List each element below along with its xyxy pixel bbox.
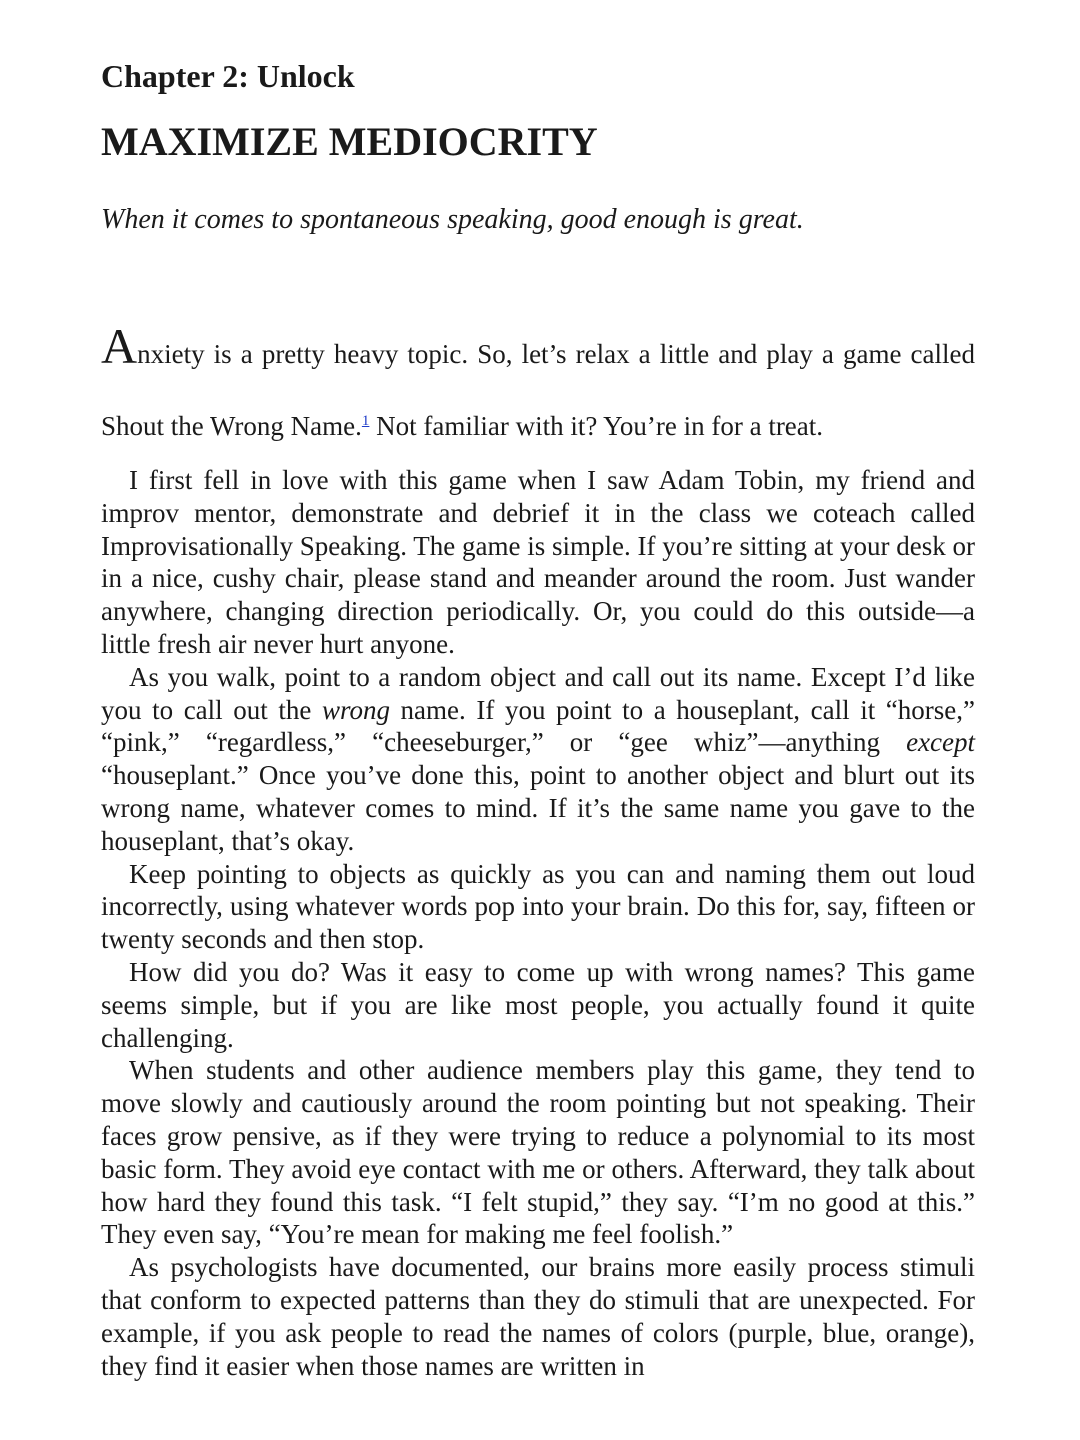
paragraph-3-text-a: As you walk, point to a random object and call out its name. Except I’d like you to call out the [101,661,975,725]
paragraph-2: I first fell in love with this game when I saw Adam Tobin, my friend and improv mentor, demonstrate and debrief it in the class we coteach called Improvisationally Speaking. The game is simple. If you’re sitting at your desk or in a nice, cushy chair, please stand and meander around the room. Just wander anywhere, changing direction periodically. Or, you could do this outside—a little fresh air never hurt anyone. [101,465,975,659]
chapter-body [101,318,975,1382]
chapter-title: MAXIMIZE MEDIOCRITY [101,119,598,164]
paragraph-3-text-b: name. If you point to a houseplant, call it “horse,” “pink,” “regardless,” “cheeseburger,” or “gee whiz”—anything [101,694,975,758]
paragraph-1-text-a: nxiety is a pretty heavy topic. So, let’s relax a little and play a game called Shout the Wrong Name. [101,339,975,441]
paragraph-7: As psychologists have documented, our brains more easily process stimuli that conform to expected patterns than they do stimuli that are unexpected. For example, if you ask people to read the names of colors (purple, blue, orange), they find it easier when those names are written in [101,1252,975,1381]
paragraph-1-text-b: Not familiar with it? You’re in for a treat. [369,411,824,441]
paragraph-4: Keep pointing to objects as quickly as you can and naming them out loud incorrectly, using whatever words pop into your brain. Do this for, say, fifteen or twenty seconds and then stop. [101,858,975,955]
paragraph-6: When students and other audience members play this game, they tend to move slowly and cautiously around the room pointing but not speaking. Their faces grow pensive, as if they were trying to reduce a polynomial to its most basic form. They avoid eye contact with me or others. Afterward, they talk about how hard they found this task. “I felt stupid,” they say. “I’m no good at this.” They even say, “You’re mean for making me feel foolish.” [101,1055,975,1250]
chapter-label: Chapter 2: Unlock [101,58,355,94]
chapter-epigraph: When it comes to spontaneous speaking, good enough is great. [101,204,804,235]
paragraph-3 [101,661,975,858]
footnote-link[interactable]: 1 [361,413,370,429]
drop-cap: A [101,318,138,374]
emphasis-except: except [906,727,975,758]
emphasis-wrong: wrong [321,694,390,725]
paragraph-1 [101,318,975,462]
paragraph-3-text-c: “houseplant.” Once you’ve done this, point to another object and blurt out its wrong name, whatever comes to mind. If it’s the same name you gave to the houseplant, that’s okay. [101,760,975,856]
paragraph-5: How did you do? Was it easy to come up with wrong names? This game seems simple, but if you are like most people, you actually found it quite challenging. [101,956,975,1053]
